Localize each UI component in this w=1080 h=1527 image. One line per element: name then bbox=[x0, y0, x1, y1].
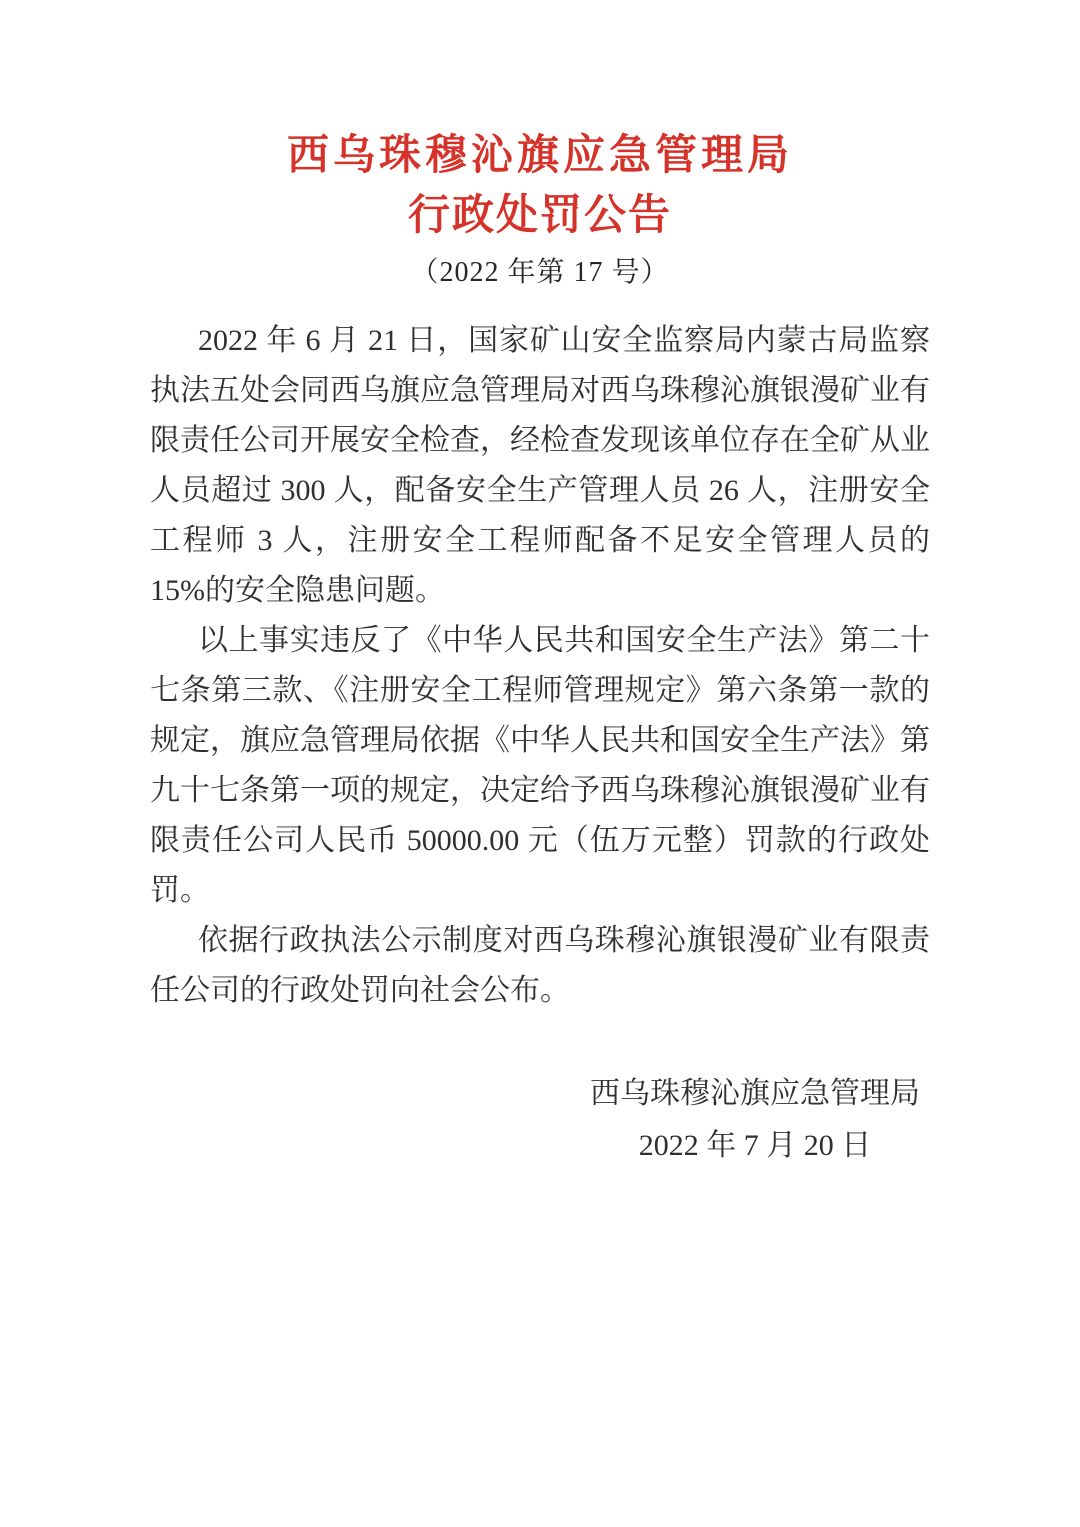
signature-inner bbox=[590, 1068, 920, 1172]
paragraph-legal-basis-penalty: 以上事实违反了《中华人民共和国安全生产法》第二十七条第三款、《注册安全工程师管理规定》第六条第一款的规定，旗应急管理局依据《中华人民共和国安全生产法》第九十七条第一项的规定，决定给予西乌珠穆沁旗银漫矿业有限责任公司人民币 50000.00 元（伍万元整）罚款的行政处罚。 bbox=[150, 624, 930, 907]
document-number: （2022 年第 17 号） bbox=[410, 257, 670, 288]
issuing-authority-signature: 西乌珠穆沁旗应急管理局 bbox=[590, 1077, 920, 1110]
document-body bbox=[150, 316, 930, 1016]
signature-block bbox=[0, 1068, 1080, 1172]
document-title-type: 行政处罚公告 bbox=[407, 191, 672, 238]
paragraph-inspection-findings: 2022 年 6 月 21 日，国家矿山安全监察局内蒙古局监察执法五处会同西乌旗应急管理局对西乌珠穆沁旗银漫矿业有限责任公司开展安全检查，经检查发现该单位存在全矿从业人员超过 300 人，配备安全生产管理人员 26 人，注册安全工程师 3 人，注册安全工程师配备不足安全管理人员的 15%的安全隐患问题。 bbox=[150, 324, 930, 607]
document-title-authority: 西乌珠穆沁旗应急管理局 bbox=[286, 131, 793, 178]
issue-date: 2022 年 7 月 20 日 bbox=[638, 1129, 872, 1162]
paragraph-public-disclosure: 依据行政执法公示制度对西乌珠穆沁旗银漫矿业有限责任公司的行政处罚向社会公布。 bbox=[150, 924, 930, 1007]
